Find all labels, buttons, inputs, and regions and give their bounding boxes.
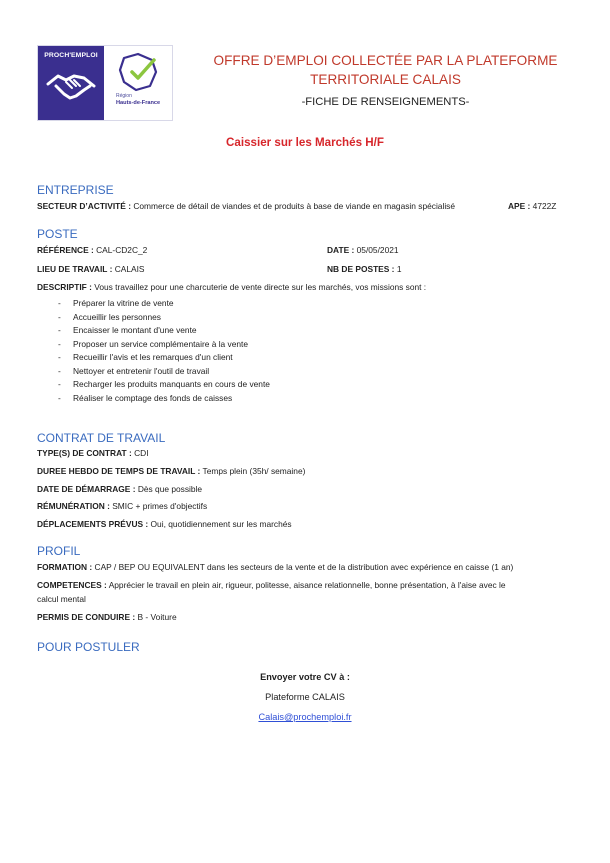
list-item: - Recueillir l'avis et les remarques d'un client	[58, 352, 233, 362]
duree-label: DUREE HEBDO DE TEMPS DE TRAVAIL :	[37, 466, 201, 476]
permis-label: PERMIS DE CONDUIRE :	[37, 612, 136, 622]
type-contrat-value: CDI	[134, 448, 149, 458]
descriptif-row	[37, 282, 426, 292]
lieu-row	[37, 264, 145, 274]
plateforme-name: Plateforme CALAIS	[265, 692, 345, 702]
envoyer-cv-label: Envoyer votre CV à :	[260, 672, 350, 682]
reference-value: CAL-CD2C_2	[96, 245, 148, 255]
competences-continued: calcul mental	[37, 594, 86, 604]
logo-brand-panel	[38, 46, 104, 120]
region-map-icon	[116, 52, 160, 92]
logo-region-name: Hauts-de-France	[116, 100, 161, 106]
permis-row	[37, 612, 177, 622]
logo-region-panel	[104, 46, 172, 120]
lieu-label: LIEU DE TRAVAIL :	[37, 264, 113, 274]
list-item: - Recharger les produits manquants en cours de vente	[58, 379, 270, 389]
section-postuler-heading: POUR POSTULER	[37, 640, 140, 654]
date-row	[327, 245, 399, 255]
header-subtitle: -FICHE DE RENSEIGNEMENTS-	[301, 96, 470, 108]
date-label: DATE :	[327, 245, 355, 255]
logo-brand-text: PROCH'EMPLOI	[44, 52, 98, 59]
list-item: - Accueillir les personnes	[58, 312, 161, 322]
ape-value: 4722Z	[532, 201, 557, 211]
section-poste-heading: POSTE	[37, 227, 78, 241]
reference-row	[37, 245, 147, 255]
secteur-activite-row	[37, 201, 455, 211]
logo-region-small: Région	[116, 93, 132, 99]
list-item: - Nettoyer et entretenir l'outil de travail	[58, 366, 210, 376]
secteur-value: Commerce de détail de viandes et de produits à base de viande en magasin spécialisé	[133, 201, 456, 211]
competences-label: COMPETENCES :	[37, 580, 107, 590]
list-item: - Encaisser le montant d'une vente	[58, 325, 197, 335]
remuneration-row	[37, 501, 207, 511]
type-contrat-label: TYPE(S) DE CONTRAT :	[37, 448, 132, 458]
nb-postes-label: NB DE POSTES :	[327, 264, 395, 274]
ape-row	[508, 201, 556, 211]
secteur-label: SECTEUR D’ACTIVITÉ :	[37, 201, 131, 211]
nb-postes-row	[327, 264, 401, 274]
proch-emploi-logo	[37, 45, 173, 121]
section-profil-heading: PROFIL	[37, 544, 81, 558]
header-title-line1: OFFRE D’EMPLOI COLLECTÉE PAR LA PLATEFORME	[213, 53, 558, 68]
lieu-value: CALAIS	[114, 264, 145, 274]
date-value: 05/05/2021	[356, 245, 399, 255]
list-item: - Réaliser le comptage des fonds de caisses	[58, 393, 233, 403]
deplacements-value: Oui, quotidiennement sur les marchés	[150, 519, 292, 529]
type-contrat-row	[37, 448, 149, 458]
descriptif-label: DESCRIPTIF :	[37, 282, 92, 292]
remuneration-value: SMIC + primes d'objectifs	[112, 501, 208, 511]
formation-value: CAP / BEP OU EQUIVALENT dans les secteurs de la vente et de la distribution avec expérience en caisse (1 an)	[94, 562, 514, 572]
competences-row	[37, 580, 506, 590]
formation-row	[37, 562, 513, 572]
list-item: - Préparer la vitrine de vente	[58, 298, 174, 308]
section-entreprise-heading: ENTREPRISE	[37, 183, 114, 197]
ape-label: APE :	[508, 201, 531, 211]
reference-label: RÉFÉRENCE :	[37, 245, 94, 255]
remuneration-label: RÉMUNÉRATION :	[37, 501, 110, 511]
demarrage-row	[37, 484, 202, 494]
demarrage-value: Dès que possible	[137, 484, 203, 494]
duree-row	[37, 466, 305, 476]
descriptif-value: Vous travaillez pour une charcuterie de vente directe sur les marchés, vos missions sont :	[94, 282, 427, 292]
deplacements-label: DÉPLACEMENTS PRÉVUS :	[37, 519, 149, 529]
formation-label: FORMATION :	[37, 562, 93, 572]
email-row	[0, 712, 610, 722]
handshake-icon	[46, 70, 96, 102]
header-title-line2: TERRITORIALE CALAIS	[310, 72, 461, 87]
section-contrat-heading: CONTRAT DE TRAVAIL	[37, 431, 166, 445]
job-title: Caissier sur les Marchés H/F	[226, 136, 384, 149]
deplacements-row	[37, 519, 292, 529]
competences-value: Apprécier le travail en plein air, rigueur, politesse, aisance relationnelle, bonne présentation, à l'aise avec le	[108, 580, 506, 590]
email-link[interactable]: Calais@prochemploi.fr	[258, 712, 352, 722]
duree-value: Temps plein (35h/ semaine)	[202, 466, 306, 476]
permis-value: B - Voiture	[137, 612, 177, 622]
list-item: - Proposer un service complémentaire à la vente	[58, 339, 249, 349]
nb-postes-value: 1	[396, 264, 402, 274]
demarrage-label: DATE DE DÉMARRAGE :	[37, 484, 136, 494]
